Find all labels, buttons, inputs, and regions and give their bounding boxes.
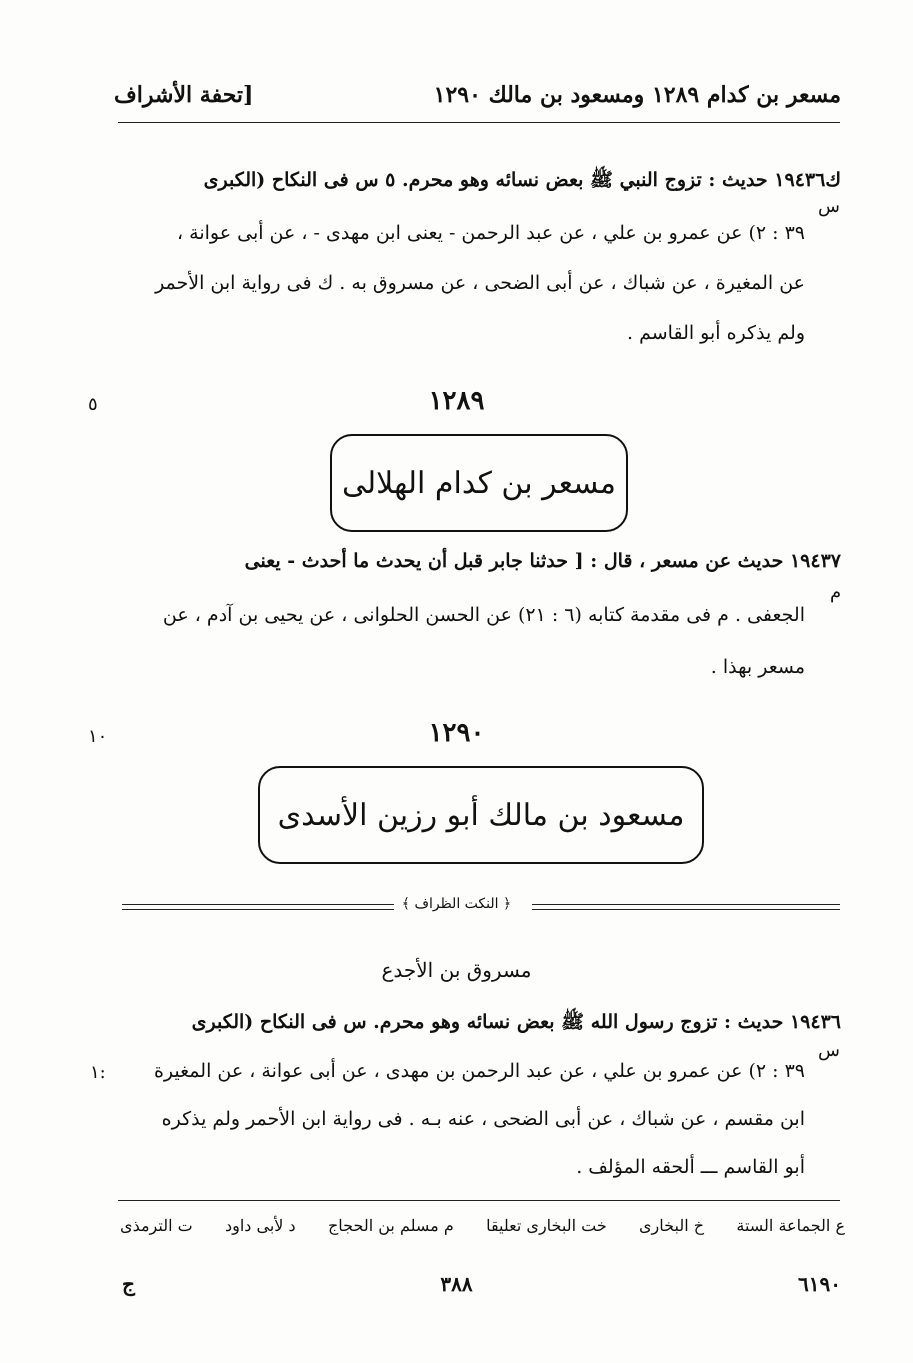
legend-item: خت البخارى تعليقا	[486, 1216, 607, 1235]
volume-page-number: ٦١٩٠	[798, 1272, 841, 1296]
signature-letter: ج	[122, 1272, 135, 1296]
entry-2-line-1: ١٩٤٣٧ حديث عن مسعر ، قال : [ حدثنا جابر قبل أن يحدث ما أحدث - يعنى	[244, 550, 841, 572]
section-title-1290: مسعود بن مالك أبو رزين الأسدى	[277, 797, 685, 833]
section-number-1289: ١٢٨٩	[428, 386, 485, 416]
legend-item: ع الجماعة الستة	[736, 1216, 845, 1235]
legend-item: د لأبى داود	[225, 1216, 296, 1235]
page-number: ٣٨٨	[440, 1272, 473, 1296]
sigla-legend	[120, 1216, 845, 1235]
entry-1-line-2: ٣٩ : ٢) عن عمرو بن علي ، عن عبد الرحمن - يعنى ابن مهدى - ، عن أبى عوانة ،	[176, 222, 805, 244]
entry-2-siglum: م	[830, 582, 842, 603]
nukat-line-3: ابن مقسم ، عن شباك ، عن أبى الضحى ، عنه بـه . فى رواية ابن الأحمر ولم يذكره	[161, 1108, 805, 1130]
section-title-box-1289	[330, 434, 628, 532]
margin-line-number-5: ٥	[88, 394, 98, 415]
section-number-1290: ١٢٩٠	[428, 718, 485, 748]
footer-rule	[118, 1200, 840, 1201]
entry-1-line-1: ك١٩٤٣٦ حديث : تزوج النبي ﷺ بعض نسائه وهو محرم. ٥ س فى النكاح (الكبرى	[203, 169, 841, 191]
margin-line-number-10: ١٠	[88, 726, 108, 747]
entry-2-line-2: الجعفى . م فى مقدمة كتابه (٦ : ٢١) عن الحسن الحلوانى ، عن يحيى بن آدم ، عن	[162, 604, 805, 626]
nukat-siglum: س	[818, 1040, 840, 1061]
header-rule	[118, 122, 840, 123]
nukat-label: ﴿ النكت الظراف ﴾	[401, 896, 512, 912]
legend-item: خ البخارى	[639, 1216, 705, 1235]
nukat-heading: مسروق بن الأجدع	[381, 958, 532, 982]
entry-1-line-3: عن المغيرة ، عن شباك ، عن أبى الضحى ، عن مسروق به . ك فى رواية ابن الأحمر	[155, 272, 805, 294]
running-header-title: مسعر بن كدام ١٢٨٩ ومسعود بن مالك ١٢٩٠	[433, 82, 841, 108]
section-title-1289: مسعر بن كدام الهلالى	[342, 465, 616, 501]
legend-item: م مسلم بن الحجاج	[327, 1216, 454, 1235]
nukat-line-2: ٣٩ : ٢) عن عمرو بن علي ، عن عبد الرحمن بن مهدى ، عن أبى عوانة ، عن المغيرة	[153, 1060, 805, 1082]
entry-1-line-4: ولم يذكره أبو القاسم .	[627, 322, 805, 344]
entry-1-siglum: س	[818, 196, 840, 217]
running-header-book: [تحفة الأشراف	[114, 82, 254, 108]
section-title-box-1290	[258, 766, 704, 864]
legend-item: ت الترمذى	[120, 1216, 193, 1235]
nukat-divider-right	[532, 904, 840, 910]
entry-2-line-3: مسعر بهذا .	[710, 656, 805, 678]
nukat-line-1: ١٩٤٣٦ حديث : تزوج رسول الله ﷺ بعض نسائه وهو محرم. س فى النكاح (الكبرى	[191, 1011, 841, 1033]
nukat-margin-number: ١:	[90, 1062, 106, 1083]
nukat-line-4: أبو القاسم ـــ ألحقه المؤلف .	[576, 1156, 805, 1178]
